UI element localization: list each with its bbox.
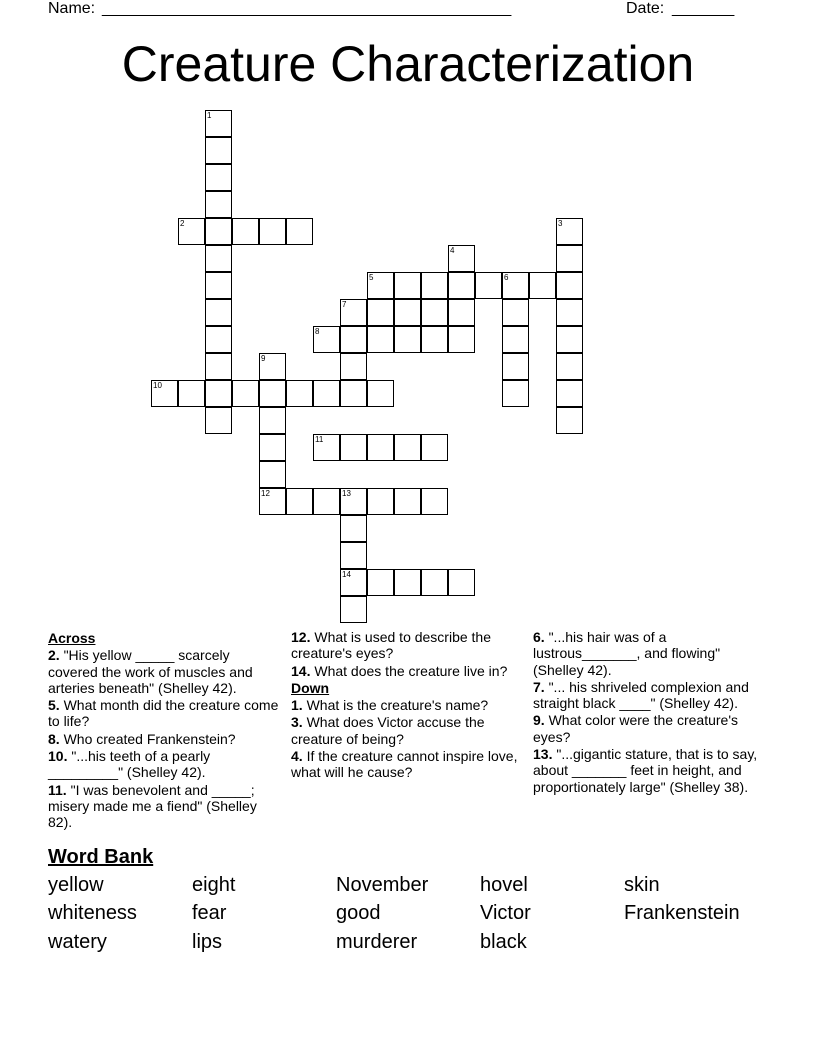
crossword-cell[interactable] xyxy=(394,299,421,326)
cell-number: 7 xyxy=(342,300,347,309)
crossword-cell[interactable] xyxy=(556,326,583,353)
clue-across-14 xyxy=(291,663,521,679)
cell-number: 9 xyxy=(261,354,266,363)
crossword-cell[interactable] xyxy=(205,245,232,272)
clue-text: Who created Frankenstein? xyxy=(63,730,236,747)
crossword-cell[interactable] xyxy=(232,218,259,245)
clue-down-9 xyxy=(533,712,773,745)
crossword-cell[interactable] xyxy=(448,299,475,326)
clues-column-1 xyxy=(48,629,283,831)
crossword-cell[interactable] xyxy=(205,407,232,434)
cell-number: 10 xyxy=(153,381,162,390)
cell-number: 4 xyxy=(450,246,455,255)
crossword-cell[interactable] xyxy=(340,326,367,353)
clue-text: "His yellow _____ scarcely covered the work of muscles and arteries beneath" (Shelley 42). xyxy=(48,647,253,696)
crossword-cell[interactable] xyxy=(340,569,367,596)
cell-number: 6 xyxy=(504,273,509,282)
clue-number: 10. xyxy=(48,748,68,765)
clue-number: 4. xyxy=(291,748,303,765)
crossword-cell[interactable] xyxy=(367,434,394,461)
crossword-cell[interactable] xyxy=(178,380,205,407)
cell-number: 3 xyxy=(558,219,563,228)
clue-number: 9. xyxy=(533,712,545,729)
crossword-cell[interactable] xyxy=(205,272,232,299)
crossword-cell[interactable] xyxy=(340,380,367,407)
clue-text: "I was benevolent and _____; misery made me a fiend" (Shelley 82). xyxy=(48,781,257,831)
crossword-cell[interactable] xyxy=(286,488,313,515)
crossword-cell[interactable] xyxy=(340,353,367,380)
clue-text: "...his teeth of a pearly _________" (Shelley 42). xyxy=(48,748,211,781)
crossword-cell[interactable] xyxy=(502,326,529,353)
clue-number: 14. xyxy=(291,662,311,679)
crossword-cell[interactable] xyxy=(340,488,367,515)
crossword-cell[interactable] xyxy=(448,326,475,353)
date-label: Date: xyxy=(626,0,665,17)
clue-down-1 xyxy=(291,697,521,713)
crossword-cell[interactable] xyxy=(448,272,475,299)
crossword-cell[interactable] xyxy=(340,299,367,326)
crossword-cell[interactable] xyxy=(367,569,394,596)
clue-text: What color were the creature's eyes? xyxy=(533,712,738,745)
crossword-cell[interactable] xyxy=(556,218,583,245)
clue-down-4 xyxy=(291,748,521,781)
word-bank-item: eight xyxy=(192,874,236,896)
crossword-cell[interactable] xyxy=(205,326,232,353)
crossword-cell[interactable] xyxy=(448,569,475,596)
crossword-cell[interactable] xyxy=(367,326,394,353)
across-heading: Across xyxy=(48,630,96,646)
clue-text: What does the creature live in? xyxy=(314,662,508,679)
cell-number: 2 xyxy=(180,219,185,228)
word-bank-item: November xyxy=(336,874,429,896)
crossword-cell[interactable] xyxy=(286,218,313,245)
clue-across-8 xyxy=(48,731,283,747)
crossword-cell[interactable] xyxy=(556,380,583,407)
date-field[interactable]: _______ xyxy=(672,0,735,17)
clue-number: 5. xyxy=(48,697,60,714)
crossword-cell[interactable] xyxy=(394,434,421,461)
clue-across-11 xyxy=(48,782,283,831)
crossword-cell[interactable] xyxy=(556,353,583,380)
crossword-cell[interactable] xyxy=(259,488,286,515)
crossword-cell[interactable] xyxy=(205,137,232,164)
clues-column-2 xyxy=(291,629,521,781)
word-bank-title: Word Bank xyxy=(48,846,154,868)
crossword-cell[interactable] xyxy=(367,272,394,299)
crossword-cell[interactable] xyxy=(556,299,583,326)
crossword-cell[interactable] xyxy=(502,380,529,407)
crossword-cell[interactable] xyxy=(313,434,340,461)
word-bank-item: watery xyxy=(48,931,107,953)
crossword-cell[interactable] xyxy=(178,218,205,245)
down-heading: Down xyxy=(291,679,330,696)
crossword-cell[interactable] xyxy=(421,434,448,461)
word-bank-item: Victor xyxy=(480,902,531,924)
crossword-cell[interactable] xyxy=(205,353,232,380)
clue-number: 3. xyxy=(291,714,303,731)
crossword-cell[interactable] xyxy=(394,326,421,353)
crossword-cell[interactable] xyxy=(232,380,259,407)
crossword-cell[interactable] xyxy=(286,380,313,407)
crossword-cell[interactable] xyxy=(421,569,448,596)
clue-number: 13. xyxy=(533,746,553,763)
cell-number: 1 xyxy=(207,111,212,120)
word-bank-item: yellow xyxy=(48,874,104,896)
crossword-cell[interactable] xyxy=(259,434,286,461)
crossword-cell[interactable] xyxy=(421,299,448,326)
clue-down-6 xyxy=(533,629,773,678)
crossword-cell[interactable] xyxy=(448,245,475,272)
crossword-cell[interactable] xyxy=(502,299,529,326)
word-bank-item: skin xyxy=(624,874,660,896)
word-bank-item: fear xyxy=(192,902,227,924)
word-bank-item: hovel xyxy=(480,874,528,896)
crossword-cell[interactable] xyxy=(394,569,421,596)
crossword-cell[interactable] xyxy=(421,488,448,515)
word-bank-item: good xyxy=(336,902,381,924)
crossword-cell[interactable] xyxy=(259,353,286,380)
clue-text: What is the creature's name? xyxy=(306,697,489,714)
word-bank-item: murderer xyxy=(336,931,418,953)
clue-across-10 xyxy=(48,748,283,781)
crossword-cell[interactable] xyxy=(394,272,421,299)
cell-number: 13 xyxy=(342,489,351,498)
crossword-cell[interactable] xyxy=(502,353,529,380)
cell-number: 8 xyxy=(315,327,320,336)
name-label: Name: xyxy=(48,0,96,17)
clue-number: 12. xyxy=(291,629,311,645)
crossword-cell[interactable] xyxy=(340,596,367,623)
crossword-cell[interactable] xyxy=(340,515,367,542)
crossword-cell[interactable] xyxy=(259,218,286,245)
crossword-cell[interactable] xyxy=(556,407,583,434)
page-title: Creature Characterization xyxy=(121,36,695,92)
clue-down-7 xyxy=(533,679,773,712)
clue-down-3 xyxy=(291,714,521,747)
crossword-cell[interactable] xyxy=(556,272,583,299)
crossword-cell[interactable] xyxy=(502,272,529,299)
crossword-cell[interactable] xyxy=(394,488,421,515)
clue-number: 8. xyxy=(48,730,60,747)
cell-number: 14 xyxy=(342,570,351,579)
crossword-cell[interactable] xyxy=(205,380,232,407)
clue-text: What month did the creature come to life? xyxy=(48,697,279,730)
crossword-cell[interactable] xyxy=(556,245,583,272)
crossword-cell[interactable] xyxy=(205,191,232,218)
crossword-cell[interactable] xyxy=(205,164,232,191)
clue-number: 2. xyxy=(48,647,60,664)
crossword-cell[interactable] xyxy=(340,542,367,569)
crossword-cell[interactable] xyxy=(475,272,502,299)
clue-number: 6. xyxy=(533,629,545,645)
crossword-cell[interactable] xyxy=(367,488,394,515)
clue-text: "... his shriveled complexion and straight black ____" (Shelley 42). xyxy=(533,678,749,712)
clue-number: 1. xyxy=(291,697,303,714)
crossword-cell[interactable] xyxy=(205,218,232,245)
clue-across-5 xyxy=(48,697,283,730)
crossword-cell[interactable] xyxy=(259,407,286,434)
crossword-cell[interactable] xyxy=(367,380,394,407)
crossword-cell[interactable] xyxy=(313,380,340,407)
crossword-cell[interactable] xyxy=(313,326,340,353)
name-field[interactable]: ______________________________________________ xyxy=(102,0,512,17)
crossword-cell[interactable] xyxy=(205,299,232,326)
cell-number: 12 xyxy=(261,489,270,498)
crossword-cell[interactable] xyxy=(151,380,178,407)
crossword-cell[interactable] xyxy=(259,461,286,488)
word-bank-item: lips xyxy=(192,931,223,953)
clue-across-2 xyxy=(48,647,283,696)
crossword-cell[interactable] xyxy=(421,272,448,299)
clues-column-3 xyxy=(533,629,773,795)
word-bank-item: black xyxy=(480,931,527,953)
clue-across-12 xyxy=(291,629,521,662)
crossword-cell[interactable] xyxy=(340,434,367,461)
clue-text: What does Victor accuse the creature of being? xyxy=(291,714,485,747)
clue-text: What is used to describe the creature's eyes? xyxy=(291,629,492,662)
crossword-cell[interactable] xyxy=(421,326,448,353)
cell-number: 11 xyxy=(315,435,324,444)
clue-number: 11. xyxy=(48,781,67,798)
clue-number: 7. xyxy=(533,678,545,695)
crossword-cell[interactable] xyxy=(529,272,556,299)
crossword-cell[interactable] xyxy=(205,110,232,137)
clue-down-13 xyxy=(533,746,773,795)
clue-text: If the creature cannot inspire love, what will he cause? xyxy=(291,748,518,781)
crossword-cell[interactable] xyxy=(313,488,340,515)
crossword-cell[interactable] xyxy=(367,299,394,326)
clue-text: "...his hair was of a lustrous_______, and flowing" (Shelley 42). xyxy=(533,629,721,678)
clue-text: "...gigantic stature, that is to say, about _______ feet in height, and proportionately large" (Shelley 38). xyxy=(533,746,758,795)
cell-number: 5 xyxy=(369,273,374,282)
crossword-cell[interactable] xyxy=(259,380,286,407)
word-bank-item: whiteness xyxy=(48,902,137,924)
word-bank-item: Frankenstein xyxy=(624,902,740,924)
